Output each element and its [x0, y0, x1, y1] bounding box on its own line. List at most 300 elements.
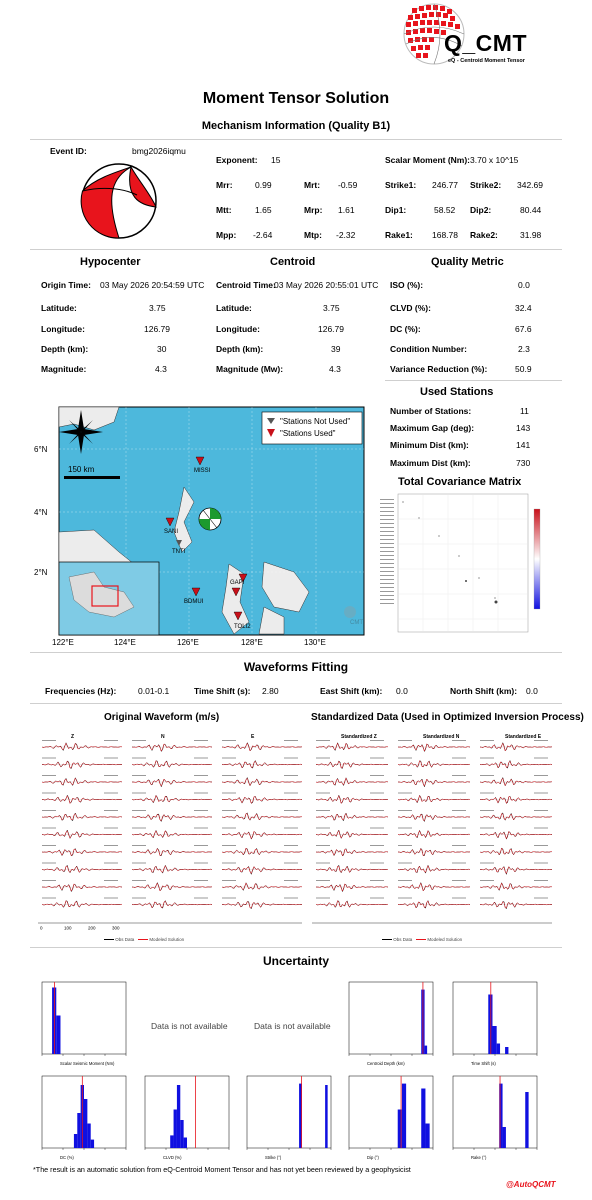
histogram-bar [56, 1016, 60, 1055]
lat-tick: 2°N [34, 568, 48, 577]
station-tag [534, 828, 548, 829]
station-tag [398, 828, 412, 829]
station-tag [42, 775, 56, 776]
syn-trace [222, 797, 302, 804]
hypo-mag-value: 4.3 [155, 364, 167, 374]
legend-used: "Stations Used" [280, 429, 336, 438]
hypocenter-heading: Hypocenter [80, 256, 141, 268]
station-tag [480, 863, 494, 864]
stations-heading: Used Stations [420, 386, 494, 398]
station-tag [480, 775, 494, 776]
mtt-label: Mtt: [216, 205, 232, 215]
station-tag [452, 898, 466, 899]
dip2-value: 80.44 [520, 205, 542, 215]
north-shift-value: 0.0 [526, 686, 538, 696]
centroid-lat-label: Latitude: [216, 303, 252, 313]
station-tag [370, 775, 384, 776]
station-tag [316, 880, 330, 881]
histogram-bar [84, 1099, 87, 1148]
station-tag [316, 740, 330, 741]
waveform-column-label: Standardized Z [341, 734, 377, 740]
syn-trace [480, 867, 552, 874]
rake1-label: Rake1: [385, 230, 413, 240]
station-tag [316, 775, 330, 776]
scalar-moment-value: 3.70 x 10^15 [470, 155, 519, 165]
mtt-value: 1.65 [255, 205, 272, 215]
syn-trace [480, 831, 552, 838]
lat-tick: 6°N [34, 445, 48, 454]
obs-trace [316, 865, 388, 873]
centroid-lat-value: 3.75 [323, 303, 340, 313]
original-waveform-plot [34, 730, 310, 930]
syn-trace [480, 797, 552, 804]
exponent-value: 15 [271, 155, 281, 165]
station-tag [398, 863, 412, 864]
plot-frame [349, 1076, 433, 1148]
station-tag [222, 898, 236, 899]
station-tag [284, 845, 298, 846]
mrt-value: -0.59 [338, 180, 358, 190]
syn-trace [42, 814, 122, 821]
station-tag [194, 810, 208, 811]
divider [30, 652, 562, 653]
histogram-strike [235, 1072, 335, 1162]
station-tag [398, 740, 412, 741]
divider [30, 139, 562, 140]
syn-trace [42, 849, 122, 856]
syn-trace [42, 778, 122, 785]
station-tag [194, 740, 208, 741]
histogram-bar [77, 1113, 80, 1148]
exponent-label: Exponent: [216, 155, 258, 165]
station-tag [452, 775, 466, 776]
syn-trace [480, 902, 552, 908]
obs-trace [222, 813, 302, 820]
standardized-title: Standardized Data (Used in Optimized Inversion Process) [311, 712, 584, 723]
dip1-value: 58.52 [434, 205, 456, 215]
station-tag [284, 898, 298, 899]
station-tag [42, 793, 56, 794]
station-tag [132, 793, 146, 794]
mpp-value: -2.64 [253, 230, 273, 240]
station-tag [480, 880, 494, 881]
station-tag [316, 863, 330, 864]
syn-trace [222, 831, 302, 838]
mechanism-heading: Mechanism Information (Quality B1) [201, 120, 391, 132]
syn-trace [316, 761, 388, 768]
obs-trace [222, 883, 302, 891]
station-tag [132, 740, 146, 741]
lon-tick: 130°E [304, 638, 326, 647]
beachball [79, 161, 159, 241]
obs-trace [316, 830, 388, 838]
standardized-waveform-plot [308, 730, 558, 930]
divider [385, 380, 562, 381]
histogram-bar [503, 1127, 506, 1148]
time-tick: 200 [88, 925, 96, 930]
freq-label: Frequencies (Hz): [45, 686, 117, 696]
histogram-bar [180, 1120, 183, 1148]
station-tag [534, 898, 548, 899]
station-tag [398, 898, 412, 899]
obs-trace [480, 813, 552, 820]
quality-heading: Quality Metric [431, 256, 504, 268]
plot-frame [453, 1076, 537, 1148]
station-tag [370, 880, 384, 881]
centroid-lon-label: Longitude: [216, 324, 260, 334]
obs-trace [222, 796, 302, 803]
station-tag [104, 758, 118, 759]
station-tag [284, 863, 298, 864]
divider [30, 947, 562, 948]
strike2-value: 342.69 [517, 180, 543, 190]
station-tag [480, 828, 494, 829]
histogram-bar [425, 1124, 429, 1149]
hypo-lon-label: Longitude: [41, 324, 85, 334]
station-tag [316, 845, 330, 846]
station-tag [452, 740, 466, 741]
syn-trace [42, 866, 122, 872]
station-tag [284, 793, 298, 794]
station-tag [104, 845, 118, 846]
time-tick: 100 [64, 925, 72, 930]
syn-trace [132, 831, 212, 837]
syn-trace [42, 761, 122, 768]
station-tag [132, 845, 146, 846]
hypo-lat-label: Latitude: [41, 303, 77, 313]
station-tag [480, 898, 494, 899]
station-tag [104, 828, 118, 829]
uncertainty-heading: Uncertainty [262, 954, 330, 968]
waveform-column-label: Z [71, 734, 75, 740]
syn-trace [222, 902, 302, 908]
station-tag [132, 775, 146, 776]
station-tag [222, 758, 236, 759]
strike2-label: Strike2: [470, 180, 502, 190]
waveform-column-label: Standardized N [423, 734, 460, 740]
mrp-label: Mrp: [304, 205, 323, 215]
station-tag [104, 810, 118, 811]
hypo-lon-value: 126.79 [144, 324, 170, 334]
station-tag [534, 740, 548, 741]
origin-time-value: 03 May 2026 20:54:59 UTC [100, 280, 205, 290]
station-tag [222, 810, 236, 811]
syn-trace [132, 814, 212, 820]
obs-trace [398, 814, 470, 821]
mrt-label: Mrt: [304, 180, 321, 190]
obs-trace [42, 830, 122, 838]
station-tag [284, 758, 298, 759]
histogram-bar [525, 1092, 528, 1148]
station-tag [42, 828, 56, 829]
station-tag [398, 810, 412, 811]
histogram-bar [174, 1110, 177, 1149]
dc-label: DC (%): [390, 324, 421, 334]
station-tag [534, 775, 548, 776]
station-tag [194, 880, 208, 881]
hypo-lat-value: 3.75 [149, 303, 166, 313]
station-tag [42, 810, 56, 811]
station-tag [480, 810, 494, 811]
freq-value: 0.01-0.1 [138, 686, 170, 696]
lon-tick: 128°E [241, 638, 263, 647]
centroid-depth-label: Depth (km): [216, 344, 264, 354]
syn-trace [132, 779, 212, 786]
centroid-heading: Centroid [270, 256, 316, 268]
station-tag [534, 810, 548, 811]
station-tag [480, 740, 494, 741]
syn-trace [480, 883, 552, 890]
station-label: MISSI [194, 468, 211, 474]
station-map [34, 402, 374, 647]
station-tag [104, 880, 118, 881]
station-tag [222, 845, 236, 846]
histogram-bar [421, 1089, 425, 1149]
gap-value: 143 [516, 423, 531, 433]
divider [30, 703, 562, 704]
brand-logo [398, 0, 528, 80]
syn-trace [398, 831, 470, 837]
plot-frame [349, 982, 433, 1054]
plot-frame [247, 1076, 331, 1148]
centroid-mag-value: 4.3 [329, 364, 341, 374]
station-label: TOLI2 [234, 624, 251, 630]
station-tag [398, 758, 412, 759]
station-tag [534, 845, 548, 846]
station-tag [194, 793, 208, 794]
station-tag [534, 758, 548, 759]
histogram-bar [87, 1124, 90, 1149]
station-tag [42, 758, 56, 759]
station-tag [452, 863, 466, 864]
centroid-time-label: Centroid Time: [216, 280, 276, 290]
plot-frame [145, 1076, 229, 1148]
station-tag [534, 793, 548, 794]
brand-tagline: eQ - Centroid Moment Tensor [448, 58, 525, 64]
legend-not-used: "Stations Not Used" [280, 417, 351, 426]
east-shift-value: 0.0 [396, 686, 408, 696]
syn-trace [132, 849, 212, 856]
condition-label: Condition Number: [390, 344, 467, 354]
axis-label: CLVD (%) [163, 1155, 182, 1160]
waveform-column-label: Standardized E [505, 734, 542, 740]
histogram-dip [337, 1072, 437, 1162]
legend-syn: Modeled Solution [149, 937, 185, 942]
station-tag [284, 828, 298, 829]
legend-obs: Obs Data [115, 937, 135, 942]
legend-syn: Modeled Solution [427, 937, 463, 942]
rake1-value: 168.78 [432, 230, 458, 240]
station-tag [194, 845, 208, 846]
axis-label: Scalar Seismic Moment (Nm) [60, 1061, 115, 1066]
station-tag [104, 863, 118, 864]
station-tag [104, 793, 118, 794]
histogram-dc [30, 1072, 130, 1162]
station-tag [284, 775, 298, 776]
histogram-timeshift [441, 978, 541, 1068]
histogram-bar [91, 1140, 94, 1148]
east-shift-label: East Shift (km): [320, 686, 383, 696]
obs-trace [480, 796, 552, 803]
mrp-value: 1.61 [338, 205, 355, 215]
histogram-clvd [133, 1072, 233, 1162]
station-tag [132, 863, 146, 864]
syn-trace [222, 814, 302, 820]
mtp-value: -2.32 [336, 230, 356, 240]
footer-handle[interactable]: @AutoQCMT [506, 1180, 556, 1189]
lon-tick: 124°E [114, 638, 136, 647]
syn-trace [316, 849, 388, 856]
lon-tick: 126°E [177, 638, 199, 647]
axis-label: Rake (°) [471, 1155, 487, 1160]
station-tag [284, 880, 298, 881]
histogram-rake [441, 1072, 541, 1162]
legend-obs: Obs Data [393, 937, 413, 942]
stations-number-value: 11 [520, 406, 529, 416]
station-tag [370, 758, 384, 759]
obs-trace [480, 902, 552, 909]
station-tag [370, 898, 384, 899]
station-tag [194, 775, 208, 776]
syn-trace [316, 778, 388, 785]
event-id-value: bmg2026iqmu [132, 146, 186, 156]
histogram-bar [177, 1085, 180, 1148]
event-id-label: Event ID: [50, 146, 87, 156]
dc-value: 67.6 [515, 324, 532, 334]
histogram-bar [325, 1085, 328, 1148]
obs-trace [132, 814, 212, 821]
station-tag [132, 898, 146, 899]
station-tag [222, 828, 236, 829]
obs-trace [480, 778, 552, 786]
station-tag [132, 758, 146, 759]
station-tag [452, 828, 466, 829]
strike1-label: Strike1: [385, 180, 417, 190]
station-tag [194, 758, 208, 759]
footer-note: *The result is an automatic solution from eQ-Centroid Moment Tensor and has not yet been reviewed by a geophysicist [33, 1165, 411, 1174]
station-tag [370, 828, 384, 829]
brand-name: Q_CMT [444, 30, 527, 56]
syn-trace [316, 743, 388, 749]
station-label: TNTI [172, 549, 186, 555]
station-tag [480, 793, 494, 794]
lon-tick: 122°E [52, 638, 74, 647]
histogram-bar [505, 1047, 508, 1054]
histogram-bar [52, 988, 56, 1055]
station-tag [452, 758, 466, 759]
station-tag [452, 845, 466, 846]
syn-trace [132, 744, 212, 751]
unavailable-note: Data is not available [151, 1021, 228, 1031]
syn-trace [398, 849, 470, 856]
syn-trace [42, 884, 122, 891]
orig-legend [104, 937, 184, 942]
histogram-bar [425, 1046, 428, 1054]
syn-trace [316, 814, 388, 821]
histogram-depth [337, 978, 437, 1068]
station-tag [104, 740, 118, 741]
mrr-value: 0.99 [255, 180, 272, 190]
histogram-bar [488, 995, 492, 1055]
station-tag [398, 775, 412, 776]
station-tag [452, 880, 466, 881]
axis-label: Time Shift (s) [471, 1061, 496, 1066]
station-tag [370, 740, 384, 741]
scale-label: 150 km [68, 465, 95, 474]
map-watermark: CMT [350, 620, 363, 626]
mtp-label: Mtp: [304, 230, 322, 240]
obs-trace [480, 883, 552, 891]
obs-trace [222, 743, 302, 751]
station-tag [534, 880, 548, 881]
axis-label: Centroid Depth (km) [367, 1061, 405, 1066]
waveform-column-label: E [251, 734, 255, 740]
axis-label: DC (%) [60, 1155, 74, 1160]
syn-trace [316, 884, 388, 891]
hypo-mag-label: Magnitude: [41, 364, 87, 374]
histogram-moment [30, 978, 130, 1068]
station-tag [316, 828, 330, 829]
station-tag [398, 793, 412, 794]
station-label: SANI [164, 529, 179, 535]
station-tag [370, 863, 384, 864]
time-tick: 0 [40, 925, 43, 930]
north-shift-label: North Shift (km): [450, 686, 518, 696]
syn-trace [222, 883, 302, 890]
station-tag [194, 898, 208, 899]
original-waveform-title: Original Waveform (m/s) [104, 712, 220, 723]
waveforms-heading: Waveforms Fitting [243, 660, 349, 674]
centroid-time-value: 03 May 2026 20:55:01 UTC [274, 280, 379, 290]
axis-label: Strike (°) [265, 1155, 282, 1160]
syn-trace [42, 743, 122, 749]
dip1-label: Dip1: [385, 205, 407, 215]
station-label: GAPI [230, 580, 245, 586]
syn-trace [398, 744, 470, 751]
station-tag [42, 863, 56, 864]
time-tick: 300 [112, 925, 120, 930]
station-tag [284, 740, 298, 741]
station-tag [534, 863, 548, 864]
divider [30, 249, 562, 250]
shift-label: Time Shift (s): [194, 686, 251, 696]
scalar-moment-label: Scalar Moment (Nm): [385, 155, 471, 165]
min-dist-label: Minimum Dist (km): [390, 440, 469, 450]
station-tag [104, 775, 118, 776]
max-dist-value: 730 [516, 458, 531, 468]
station-tag [316, 810, 330, 811]
unavailable-note: Data is not available [254, 1021, 331, 1031]
histogram-bar [492, 1026, 496, 1054]
iso-label: ISO (%): [390, 280, 424, 290]
station-tag [104, 898, 118, 899]
syn-trace [398, 779, 470, 786]
station-tag [316, 758, 330, 759]
std-legend [382, 937, 462, 942]
centroid-depth-value: 39 [331, 344, 341, 354]
mpp-label: Mpp: [216, 230, 237, 240]
centroid-mag-label: Magnitude (Mw): [216, 364, 284, 374]
min-dist-value: 141 [516, 440, 531, 450]
hypo-depth-label: Depth (km): [41, 344, 89, 354]
syn-trace [398, 796, 470, 803]
clvd-label: CLVD (%): [390, 303, 431, 313]
syn-trace [222, 867, 302, 874]
lat-tick: 4°N [34, 508, 48, 517]
station-tag [452, 810, 466, 811]
station-tag [222, 793, 236, 794]
station-tag [284, 810, 298, 811]
